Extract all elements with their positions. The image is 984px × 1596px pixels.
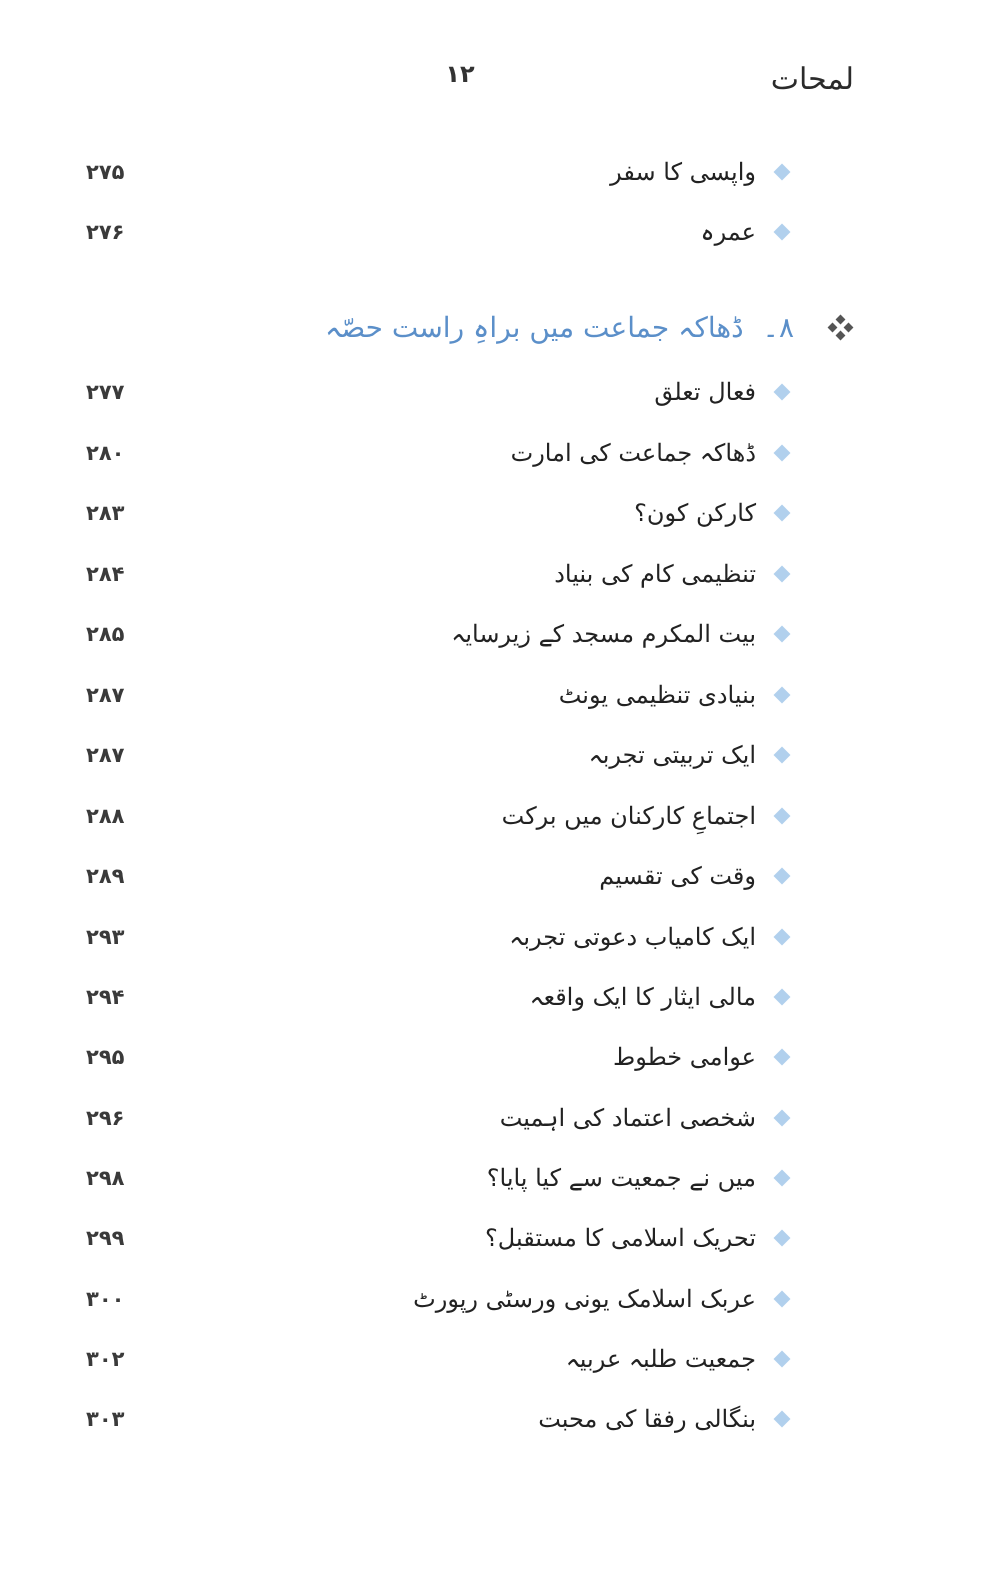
entry-page-number: ۳۰۲: [86, 1347, 125, 1371]
toc-entry: [0, 554, 984, 604]
running-title: لمحات: [770, 62, 854, 97]
entry-title: تنظیمی کام کی بنیاد: [554, 560, 756, 588]
entry-title: ایک کامیاب دعوتی تجربہ: [509, 923, 756, 951]
entry-page-number: ۲۸۷: [86, 743, 125, 767]
entry-page-number: ۲۹۹: [86, 1226, 125, 1250]
toc-entry: [0, 1218, 984, 1268]
diamond-bullet-icon: [774, 1049, 791, 1066]
toc-entry: [0, 614, 984, 664]
diamond-bullet-icon: [774, 1411, 791, 1428]
diamond-bullet-icon: [774, 687, 791, 704]
toc-entry: [0, 1399, 984, 1449]
diamond-bullet-icon: [774, 747, 791, 764]
diamond-bullet-icon: [774, 224, 791, 241]
toc-entry: [0, 1339, 984, 1389]
entry-title: ایک تربیتی تجربہ: [588, 741, 756, 769]
section-title-text: ڈھاکہ جماعت میں براہِ راست حصّہ: [324, 311, 744, 344]
diamond-bullet-icon: [774, 164, 791, 181]
entry-page-number: ۲۸۴: [86, 562, 125, 586]
toc-entry: [0, 735, 984, 785]
entry-title: میں نے جمعیت سے کیا پایا؟: [486, 1164, 756, 1192]
entry-title: عوامی خطوط: [613, 1043, 756, 1071]
entry-page-number: ۲۸۸: [86, 804, 125, 828]
entry-page-number: ۲۹۵: [86, 1045, 125, 1069]
entry-title: شخصی اعتماد کی اہمیت: [499, 1104, 756, 1132]
entry-page-number: ۲۹۶: [86, 1106, 125, 1130]
section-number: ۸۔: [762, 311, 794, 344]
entry-page-number: ۲۸۷: [86, 683, 125, 707]
diamond-bullet-icon: [774, 445, 791, 462]
toc-entry: [0, 917, 984, 967]
entry-title: تحریک اسلامی کا مستقبل؟: [485, 1224, 756, 1252]
diamond-bullet-icon: [774, 929, 791, 946]
entry-page-number: ۲۸۹: [86, 864, 125, 888]
entry-title: ڈھاکہ جماعت کی امارت: [510, 439, 756, 467]
entry-page-number: ۲۹۸: [86, 1166, 125, 1190]
diamond-bullet-icon: [774, 1170, 791, 1187]
entry-page-number: ۲۸۰: [86, 441, 125, 465]
diamond-bullet-icon: [774, 868, 791, 885]
toc-entry: [0, 1158, 984, 1208]
entry-page-number: ۲۹۳: [86, 925, 125, 949]
toc-entry: [0, 212, 984, 262]
toc-entry: [0, 372, 984, 422]
entry-page-number: ۲۷۶: [86, 220, 125, 244]
section-heading: [0, 305, 984, 355]
toc-entry: [0, 856, 984, 906]
diamond-bullet-icon: [774, 1291, 791, 1308]
entry-page-number: ۲۸۵: [86, 622, 125, 646]
diamond-bullet-icon: [774, 1110, 791, 1127]
entry-title: بیت المکرم مسجد کے زیرسایہ: [451, 620, 756, 648]
toc-entry: [0, 1037, 984, 1087]
entry-title: اجتماعِ کارکنان میں برکت: [501, 802, 756, 830]
diamond-bullet-icon: [774, 566, 791, 583]
toc-entry: [0, 152, 984, 202]
entry-page-number: ۳۰۳: [86, 1407, 125, 1431]
toc-entry: [0, 1279, 984, 1329]
entry-title: مالی ایثار کا ایک واقعہ: [529, 983, 756, 1011]
entry-title: بنیادی تنظیمی یونٹ: [558, 681, 756, 709]
entry-page-number: ۲۷۵: [86, 160, 125, 184]
toc-entry: [0, 675, 984, 725]
toc-entry: [0, 1098, 984, 1148]
entry-page-number: ۲۸۳: [86, 501, 125, 525]
entry-page-number: ۲۹۴: [86, 985, 125, 1009]
toc-entry: [0, 493, 984, 543]
toc-entry: [0, 977, 984, 1027]
diamond-bullet-icon: [774, 626, 791, 643]
diamond-bullet-icon: [774, 1230, 791, 1247]
diamond-bullet-icon: [774, 1351, 791, 1368]
entry-page-number: ۲۷۷: [86, 380, 125, 404]
section-title: [325, 305, 794, 351]
diamond-bullet-icon: [774, 989, 791, 1006]
entry-page-number: ۳۰۰: [86, 1287, 125, 1311]
toc-entry: [0, 796, 984, 846]
entry-title: فعال تعلق: [654, 378, 756, 406]
page-number: ۱۲: [445, 60, 475, 88]
diamond-bullet-icon: [774, 808, 791, 825]
four-diamond-ornament-icon: [828, 315, 854, 341]
diamond-bullet-icon: [774, 384, 791, 401]
entry-title: عربک اسلامک یونی ورسٹی رپورٹ: [413, 1285, 756, 1313]
entry-title: کارکن کون؟: [634, 499, 756, 527]
entry-title: جمعیت طلبہ عربیہ: [565, 1345, 756, 1373]
entry-title: وقت کی تقسیم: [599, 862, 756, 890]
toc-entry: [0, 433, 984, 483]
entry-title: بنگالی رفقا کی محبت: [538, 1405, 756, 1433]
diamond-bullet-icon: [774, 505, 791, 522]
entry-title: واپسی کا سفر: [610, 158, 756, 186]
entry-title: عمرہ: [700, 218, 756, 246]
